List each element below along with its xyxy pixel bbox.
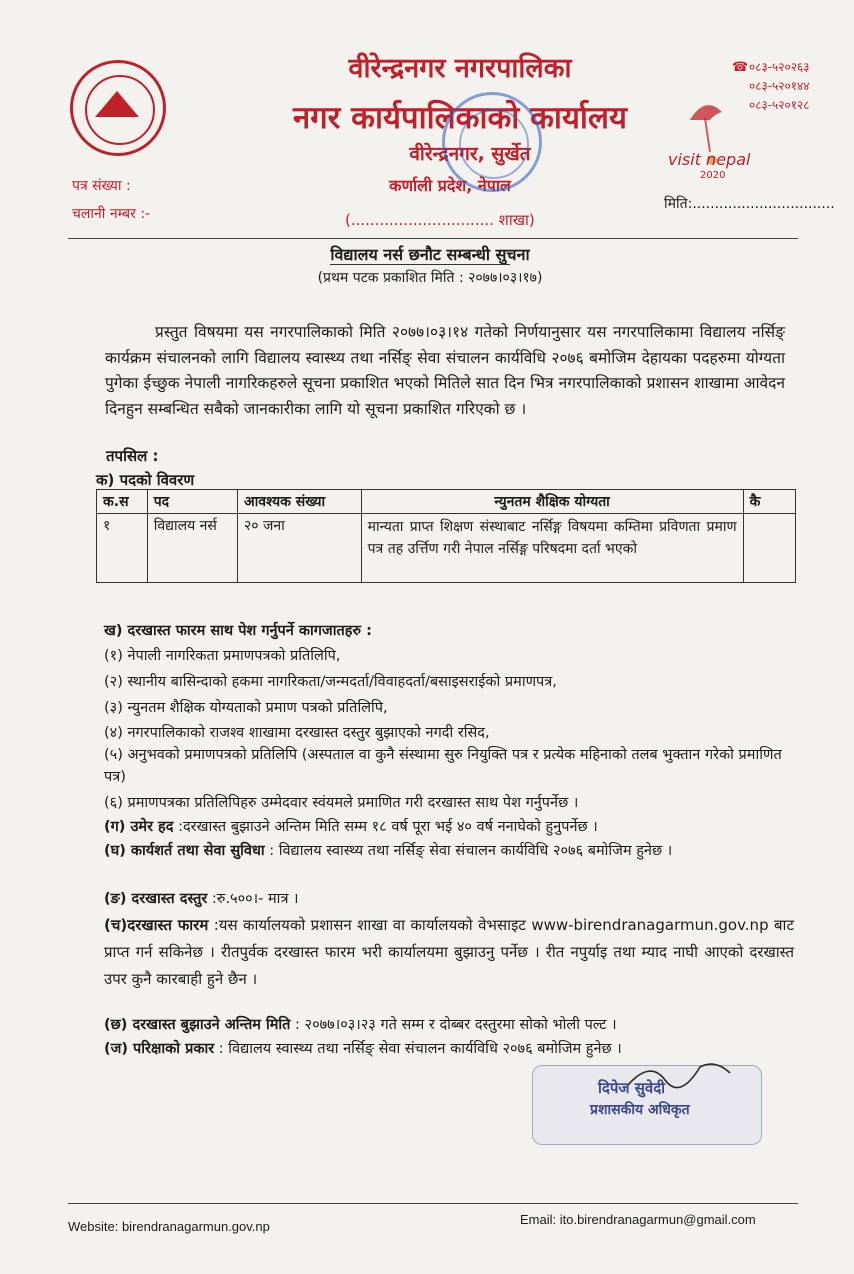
document-item: (२) स्थानीय बासिन्दाको हकमा नागरिकता/जन्मदर्ता/विवाहदर्ता/बसाइसराईको प्रमाणपत्र, (104, 674, 557, 690)
nepal-emblem-logo (70, 60, 166, 156)
document-item: (३) न्युनतम शैक्षिक योग्यताको प्रमाण पत्रको प्रतिलिपि, (104, 700, 388, 716)
notice-title: विद्यालय नर्स छनौट सम्बन्धी सुचना (330, 245, 530, 264)
clause-text: :दरखास्त बुझाउने अन्तिम मिति सम्म १८ वर्ष पूरा भई ४० वर्ष ननाघेको हुनुपर्नेछ । (173, 819, 598, 835)
footer-email: Email: ito.birendranagarmun@gmail.com (520, 1212, 756, 1227)
document-item: (४) नगरपालिकाको राजश्व शाखामा दरखास्त दस्तुर बुझाएको नगदी रसिद, (104, 725, 490, 741)
cell-sn: १ (97, 514, 148, 583)
col-header-count: आवश्यक संख्या (237, 490, 361, 514)
cell-post: विद्यालय नर्स (147, 514, 237, 583)
notice-subtitle: (प्रथम पटक प्रकाशित मिति : २०७७।०३।१७) (317, 270, 543, 286)
cell-qualification: मान्यता प्राप्त शिक्षण संस्थाबाट नर्सिङ्ग विषयमा कम्तिमा प्रविणता प्रमाण पत्र तह उर्त्तिण गरी नेपाल नर्सिङ्ग परिषदमा दर्ता भएको (361, 514, 743, 583)
document-item: (६) प्रमाणपत्रका प्रतिलिपिहरु उम्मेदवार स्वंयमले प्रमाणित गरी दरखास्त साथ पेश गर्नुपर्नेछ । (104, 795, 579, 811)
signatory-name: दिपेज सुवेदी (598, 1079, 666, 1097)
signatory-title: प्रशासकीय अधिकृत (590, 1102, 690, 1118)
cell-remarks (743, 514, 795, 583)
clause-text: : विद्यालय स्वास्थ्य तथा नर्सिङ् सेवा संचालन कार्यविधि २०७६ बमोजिम हुनेछ । (264, 843, 673, 859)
col-header-sn: क.स (97, 490, 148, 514)
cell-count: २० जना (237, 514, 361, 583)
phone-icon: ☎ (732, 60, 749, 75)
document-item: (५) अनुभवको प्रमाणपत्रको प्रतिलिपि (अस्पताल वा कुनै संस्थामा सुरु नियुक्ति पत्र र प्रत्येक महिनाको तलब भुक्तान गरेको प्रमाणित पत्र) (104, 747, 782, 785)
clause-label: (ग) उमेर हद (104, 819, 174, 835)
table-row (97, 514, 796, 583)
notice-body: प्रस्तुत विषयमा यस नगरपालिकाको मिति २०७७।०३।१४ गतेको निर्णयानुसार यस नगरपालिकामा विद्यालय नर्सिङ् कार्यक्रम संचालनको लागि विद्यालय स्वास्थ्य तथा नर्सिङ् सेवा संचालन कार्यविधि २०७६ बमोजिम देहायका पदहरुमा योग्यता पुगेका ईच्छुक नेपाली नागरिकहरुले सूचना प्रकाशित भएको मितिले सात दिन भित्र नगरपालिकाको प्रशासन शाखामा आवेदन दिनहुन सम्बन्धित सबैको जानकारीका लागि यो सूचना प्रकाशित गरिएको छ । (105, 323, 785, 418)
visit-nepal-year: 2020 (700, 170, 726, 181)
col-header-post: पद (147, 490, 237, 514)
shakha-line: (.............................. शाखा) (345, 211, 535, 229)
phone-2: ०८३-५२०१४४ (749, 79, 810, 93)
clause-application-form (104, 912, 794, 993)
clause-fee (104, 888, 794, 910)
clause-label: (घ) कार्यशर्त तथा सेवा सुविधा (104, 843, 265, 859)
visit-nepal-text: visit nepal (668, 150, 751, 169)
date-field: मिति:................................ (664, 196, 835, 212)
col-header-qualification: न्युनतम शैक्षिक योग्यता (361, 490, 743, 514)
tapsil-label: तपसिल : (106, 447, 159, 465)
clause-label: (ङ) दरखास्त दस्तुर (104, 891, 208, 907)
clause-deadline (104, 1014, 794, 1036)
office-name: नगर कार्यपालिकाको कार्यालय (293, 100, 627, 136)
clause-text: : विद्यालय स्वास्थ्य तथा नर्सिङ् सेवा संचालन कार्यविधि २०७६ बमोजिम हुनेछ । (214, 1041, 622, 1057)
clause-label: (ज) परिक्षाको प्रकार (104, 1041, 215, 1057)
clause-text: : २०७७।०३।२३ गते सम्म र दोब्बर दस्तुरमा सोको भोली पल्ट । (290, 1017, 617, 1033)
posts-table (96, 489, 796, 583)
footer-divider (68, 1203, 798, 1204)
table-header-row (97, 490, 796, 514)
phone-1: ०८३-५२०२६३ (749, 60, 810, 74)
clause-label: (छ) दरखास्त बुझाउने अन्तिम मिति (104, 1017, 291, 1033)
footer-website: Website: birendranagarmun.gov.np (68, 1219, 270, 1234)
section-ka-heading: क) पदको विवरण (96, 471, 195, 489)
clause-age-limit (104, 816, 794, 838)
clause-service-terms (104, 840, 794, 862)
title-underline (330, 264, 510, 265)
municipality-name: वीरेन्द्रनगर नगरपालिका (348, 53, 572, 84)
document-item: (१) नेपाली नागरिकता प्रमाणपत्रको प्रतिलिपि, (104, 648, 341, 664)
phone-3: ०८३-५२०१२८ (749, 98, 810, 112)
chalani-number: चलानी नम्बर :- (72, 206, 151, 222)
documents-heading: ख) दरखास्त फारम साथ पेश गर्नुपर्ने कागजातहरु : (104, 623, 372, 639)
col-header-remarks: कै (743, 490, 795, 514)
office-place: वीरेन्द्रनगर, सुर्खेत (409, 143, 531, 165)
clause-text: :रु.५००।- मात्र । (207, 891, 299, 907)
patra-sankhya: पत्र संख्या : (72, 178, 131, 194)
office-seal-stamp (442, 92, 542, 192)
clause-label: (च)दरखास्त फारम (104, 916, 209, 934)
office-province: कर्णाली प्रदेश, नेपाल (389, 176, 511, 195)
header-divider (68, 238, 798, 239)
clause-text: :यस कार्यालयको प्रशासन शाखा वा कार्यालयको वेभसाइट www-birendranagarmun.gov.np बाट प्राप्त गर्न सकिनेछ । रीतपुर्वक दरखास्त फारम भरी कार्यालयमा बुझाउनु पर्नेछ । रीत नपुर्याइ तथा म्याद नाघी आएको दरखास्त उपर कुनै कारबाही हुने छैन । (104, 916, 795, 988)
